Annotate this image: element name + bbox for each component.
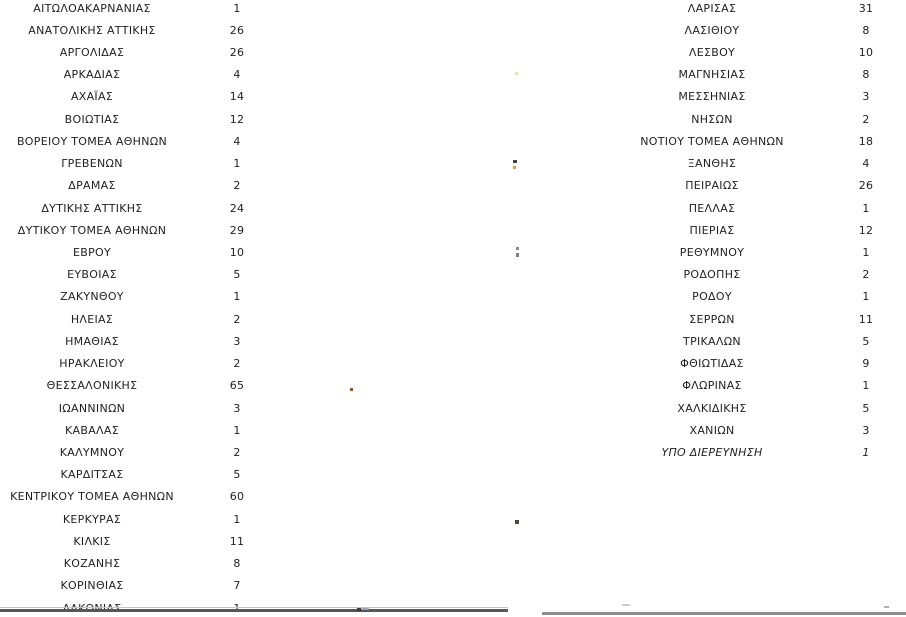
scan-artifact-speck xyxy=(513,160,517,163)
scan-artifact-speck xyxy=(362,608,369,610)
region-name: ΑΝΑΤΟΛΙΚΗΣ ΑΤΤΙΚΗΣ xyxy=(28,23,156,37)
case-count: 5 xyxy=(862,401,870,415)
table-row xyxy=(0,419,277,441)
region-name: ΚΕΡΚΥΡΑΣ xyxy=(62,512,122,526)
case-count: 9 xyxy=(862,357,870,371)
table-row xyxy=(612,441,906,463)
case-count: 10 xyxy=(858,46,874,60)
region-name: ΕΥΒΟΙΑΣ xyxy=(67,268,117,282)
case-count: 3 xyxy=(862,423,870,437)
case-count: 1 xyxy=(862,246,870,260)
region-name: ΡΕΘΥΜΝΟΥ xyxy=(679,246,745,260)
table-row xyxy=(0,397,277,419)
case-count: 2 xyxy=(233,179,241,193)
case-count: 5 xyxy=(233,468,241,482)
region-name: ΧΑΝΙΩΝ xyxy=(689,423,735,437)
region-name: ΣΕΡΡΩΝ xyxy=(689,312,735,326)
region-name: ΗΡΑΚΛΕΙΟΥ xyxy=(59,357,125,371)
region-name: ΛΑΡΙΣΑΣ xyxy=(687,1,737,15)
scan-artifact-speck xyxy=(515,72,518,75)
case-count: 1 xyxy=(862,379,870,393)
case-count: 7 xyxy=(233,579,241,593)
case-count: 65 xyxy=(229,379,245,393)
region-name: ΚΑΛΥΜΝΟΥ xyxy=(59,445,125,459)
region-name: ΘΕΣΣΑΛΟΝΙΚΗΣ xyxy=(46,379,138,393)
table-row xyxy=(0,86,277,108)
case-count: 4 xyxy=(233,68,241,82)
case-count: 14 xyxy=(229,90,245,104)
case-count: 1 xyxy=(233,290,241,304)
region-name: ΞΑΝΘΗΣ xyxy=(687,157,737,171)
region-name: ΛΕΣΒΟΥ xyxy=(688,46,736,60)
table-row xyxy=(0,508,277,530)
case-count: 1 xyxy=(233,1,241,15)
case-count: 8 xyxy=(862,23,870,37)
region-name: ΔΥΤΙΚΟΥ ΤΟΜΕΑ ΑΘΗΝΩΝ xyxy=(17,223,167,237)
region-name: ΜΕΣΣΗΝΙΑΣ xyxy=(678,90,746,104)
scan-artifact-speck xyxy=(516,247,519,250)
region-name: ΚΙΛΚΙΣ xyxy=(73,534,111,548)
case-count: 1 xyxy=(233,157,241,171)
case-count: 12 xyxy=(229,112,245,126)
table-row xyxy=(612,241,906,263)
table-row xyxy=(0,264,277,286)
case-count: 1 xyxy=(862,290,870,304)
region-name: ΚΕΝΤΡΙΚΟΥ ΤΟΜΕΑ ΑΘΗΝΩΝ xyxy=(10,490,174,504)
region-name: ΤΡΙΚΑΛΩΝ xyxy=(683,334,741,348)
case-count: 2 xyxy=(862,112,870,126)
case-count: 24 xyxy=(229,201,245,215)
region-name: ΚΑΒΑΛΑΣ xyxy=(65,423,119,437)
region-name: ΗΛΕΙΑΣ xyxy=(70,312,114,326)
table-row xyxy=(612,41,906,63)
table-row xyxy=(612,130,906,152)
table-row xyxy=(0,219,277,241)
case-count: 5 xyxy=(233,268,241,282)
table-row xyxy=(0,64,277,86)
table-row xyxy=(0,130,277,152)
table-row xyxy=(612,197,906,219)
region-name: ΧΑΛΚΙΔΙΚΗΣ xyxy=(677,401,747,415)
regional-cases-table-left-column xyxy=(0,0,277,617)
scan-artifact-speck xyxy=(513,166,516,169)
region-name: ΚΑΡΔΙΤΣΑΣ xyxy=(60,468,124,482)
table-row xyxy=(612,308,906,330)
region-name: ΒΟΙΩΤΙΑΣ xyxy=(64,112,120,126)
case-count: 2 xyxy=(862,268,870,282)
case-count: 3 xyxy=(233,334,241,348)
table-row xyxy=(0,441,277,463)
region-name: ΚΟΖΑΝΗΣ xyxy=(63,557,121,571)
case-count: 26 xyxy=(229,23,245,37)
table-row xyxy=(612,286,906,308)
case-count: 8 xyxy=(862,68,870,82)
table-row xyxy=(612,219,906,241)
region-name: ΖΑΚΥΝΘΟΥ xyxy=(60,290,124,304)
table-row xyxy=(0,241,277,263)
table-row xyxy=(0,464,277,486)
table-row xyxy=(0,486,277,508)
case-count: 11 xyxy=(229,534,245,548)
table-row xyxy=(612,419,906,441)
case-count: 3 xyxy=(233,401,241,415)
table-row xyxy=(612,108,906,130)
region-name: ΡΟΔΟΠΗΣ xyxy=(683,268,741,282)
case-count: 4 xyxy=(862,157,870,171)
table-row xyxy=(0,353,277,375)
table-row xyxy=(612,264,906,286)
case-count: 2 xyxy=(233,445,241,459)
scan-artifact-speck xyxy=(516,253,519,257)
region-name: ΠΕΙΡΑΙΩΣ xyxy=(685,179,739,193)
region-name: ΚΟΡΙΝΘΙΑΣ xyxy=(60,579,124,593)
scan-artifact-speck xyxy=(357,608,361,611)
table-row xyxy=(0,286,277,308)
scan-artifact-speck xyxy=(622,604,630,606)
table-row xyxy=(0,330,277,352)
case-count: 1 xyxy=(233,423,241,437)
table-row xyxy=(0,108,277,130)
region-name: ΒΟΡΕΙΟΥ ΤΟΜΕΑ ΑΘΗΝΩΝ xyxy=(16,134,168,148)
table-row xyxy=(0,153,277,175)
region-name: ΗΜΑΘΙΑΣ xyxy=(65,334,119,348)
scan-artifact-speck xyxy=(884,606,889,608)
case-count: 29 xyxy=(229,223,245,237)
region-name: ΝΟΤΙΟΥ ΤΟΜΕΑ ΑΘΗΝΩΝ xyxy=(640,134,784,148)
table-row xyxy=(612,64,906,86)
region-name: ΛΑΣΙΘΙΟΥ xyxy=(684,23,740,37)
page-bottom-rule-right xyxy=(542,612,906,615)
region-name: ΓΡΕΒΕΝΩΝ xyxy=(61,157,123,171)
table-row xyxy=(612,375,906,397)
case-count: 18 xyxy=(858,134,874,148)
table-row xyxy=(0,19,277,41)
table-row xyxy=(0,0,277,19)
region-name: ΡΟΔΟΥ xyxy=(692,290,732,304)
regional-cases-table-right-column xyxy=(612,0,906,464)
case-count: 26 xyxy=(858,179,874,193)
table-row xyxy=(612,397,906,419)
region-name: ΦΘΙΩΤΙΔΑΣ xyxy=(680,357,744,371)
case-count: 1 xyxy=(862,445,870,459)
region-name: ΑΙΤΩΛΟΑΚΑΡΝΑΝΙΑΣ xyxy=(33,1,151,15)
region-name: ΑΡΓΟΛΙΔΑΣ xyxy=(59,46,125,60)
case-count: 11 xyxy=(858,312,874,326)
case-count: 3 xyxy=(862,90,870,104)
table-bottom-thin-border xyxy=(0,607,508,608)
scan-artifact-speck xyxy=(350,388,353,391)
case-count: 10 xyxy=(229,246,245,260)
region-name: ΜΑΓΝΗΣΙΑΣ xyxy=(678,68,746,82)
table-row xyxy=(612,353,906,375)
table-row xyxy=(0,175,277,197)
table-row xyxy=(0,197,277,219)
scan-artifact-speck xyxy=(515,520,519,524)
table-row xyxy=(0,575,277,597)
case-count: 26 xyxy=(229,46,245,60)
case-count: 31 xyxy=(858,1,874,15)
table-row xyxy=(612,86,906,108)
region-name: ΦΛΩΡΙΝΑΣ xyxy=(682,379,742,393)
region-name: ΕΒΡΟΥ xyxy=(72,246,111,260)
case-count: 1 xyxy=(862,201,870,215)
region-name: ΠΙΕΡΙΑΣ xyxy=(689,223,735,237)
region-name: ΑΡΚΑΔΙΑΣ xyxy=(63,68,121,82)
region-name: ΝΗΣΩΝ xyxy=(691,112,733,126)
case-count: 2 xyxy=(233,312,241,326)
region-name: ΠΕΛΛΑΣ xyxy=(688,201,736,215)
table-row xyxy=(612,153,906,175)
case-count: 4 xyxy=(233,134,241,148)
region-name: ΥΠΟ ΔΙΕΡΕΥΝΗΣΗ xyxy=(661,445,763,459)
case-count: 1 xyxy=(233,512,241,526)
table-row xyxy=(0,375,277,397)
region-name: ΑΧΑΪΑΣ xyxy=(70,90,114,104)
case-count: 8 xyxy=(233,557,241,571)
table-row xyxy=(612,19,906,41)
table-row xyxy=(0,41,277,63)
table-row xyxy=(612,0,906,19)
table-row xyxy=(0,552,277,574)
case-count: 12 xyxy=(858,223,874,237)
case-count: 60 xyxy=(229,490,245,504)
table-row xyxy=(612,175,906,197)
region-name: ΔΡΑΜΑΣ xyxy=(68,179,116,193)
case-count: 5 xyxy=(862,334,870,348)
page-bottom-rule-left xyxy=(0,609,508,612)
table-row xyxy=(612,330,906,352)
table-row xyxy=(0,530,277,552)
case-count: 2 xyxy=(233,357,241,371)
table-row xyxy=(0,308,277,330)
region-name: ΔΥΤΙΚΗΣ ΑΤΤΙΚΗΣ xyxy=(41,201,143,215)
region-name: ΙΩΑΝΝΙΝΩΝ xyxy=(58,401,126,415)
